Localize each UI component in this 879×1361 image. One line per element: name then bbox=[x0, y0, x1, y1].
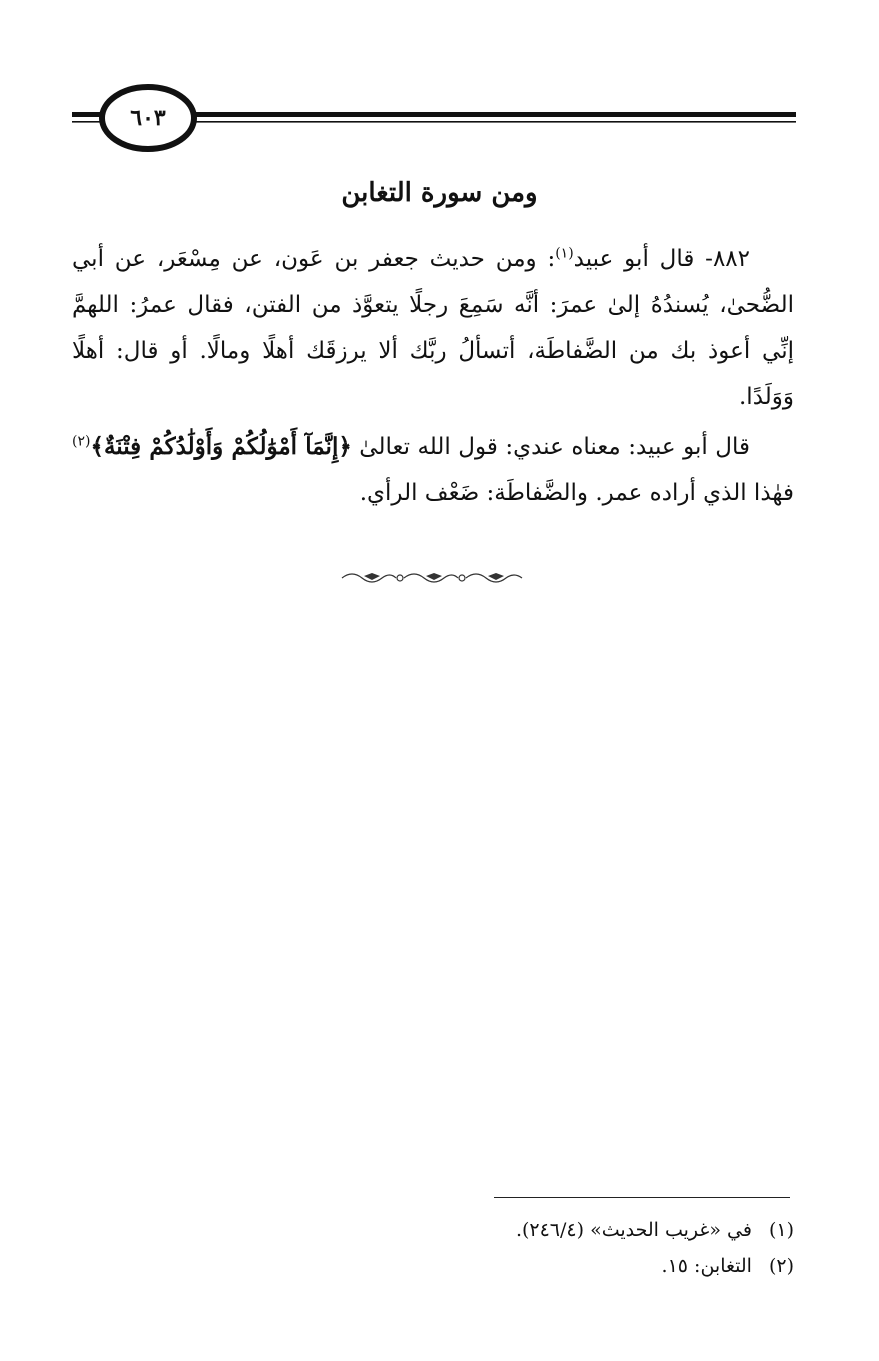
section-ornament bbox=[338, 566, 528, 588]
page-header bbox=[72, 82, 796, 154]
chapter-title: ومن سورة التغابن bbox=[341, 178, 538, 208]
footnote-text: التغابن: ١٥. bbox=[661, 1255, 752, 1277]
footnote-ref-1: (١) bbox=[555, 245, 574, 262]
footnotes bbox=[72, 1212, 794, 1284]
entry-text-2a: قال أبو عبيد: معناه عندي: قول الله تعالىٰ bbox=[351, 434, 750, 460]
entry-paragraph-1 bbox=[72, 236, 794, 420]
quran-verse: ﴿إِنَّمَآ أَمْوَٰلُكُمْ وَأَوْلَٰدُكُمْ فِتْنَةٌ﴾ bbox=[90, 433, 352, 460]
page-number: ٦٠٣ bbox=[130, 105, 166, 131]
footnote-1 bbox=[72, 1212, 794, 1248]
footnote-ref-2: (٢) bbox=[72, 433, 91, 450]
main-text bbox=[72, 236, 794, 516]
entry-text-1a: قال أبو عبيد bbox=[573, 246, 706, 272]
entry-text-2b: فهٰذا الذي أراده عمر. والضَّفاطَة: ضَعْف الرأي. bbox=[359, 480, 794, 506]
footnote-divider bbox=[494, 1197, 790, 1198]
entry-text-1b: : ومن حديث جعفر بن عَون، عن مِسْعَر، عن أبي الضُّحىٰ، يُسندُهُ إلىٰ عمرَ: أنَّه سَمِعَ رجلًا يتعوَّذ من الفتن، فقال عمرُ: اللهمَّ إنِّي أعوذ بك من الضَّفاطَة، أتسألُ ربَّك ألا يرزقَك أهلًا ومالًا. أو قال: أهلًا وَوَلَدًا. bbox=[72, 246, 794, 410]
footnote-text: في «غريب الحديث» (٢٤٦/٤). bbox=[515, 1219, 752, 1241]
footnote-2 bbox=[72, 1248, 794, 1284]
entry-number: ٨٨٢- bbox=[705, 246, 751, 272]
ornament-icon bbox=[338, 566, 528, 588]
footnote-number: (٢) bbox=[768, 1255, 794, 1277]
entry-paragraph-2 bbox=[72, 424, 794, 516]
footnote-number: (١) bbox=[768, 1219, 794, 1241]
